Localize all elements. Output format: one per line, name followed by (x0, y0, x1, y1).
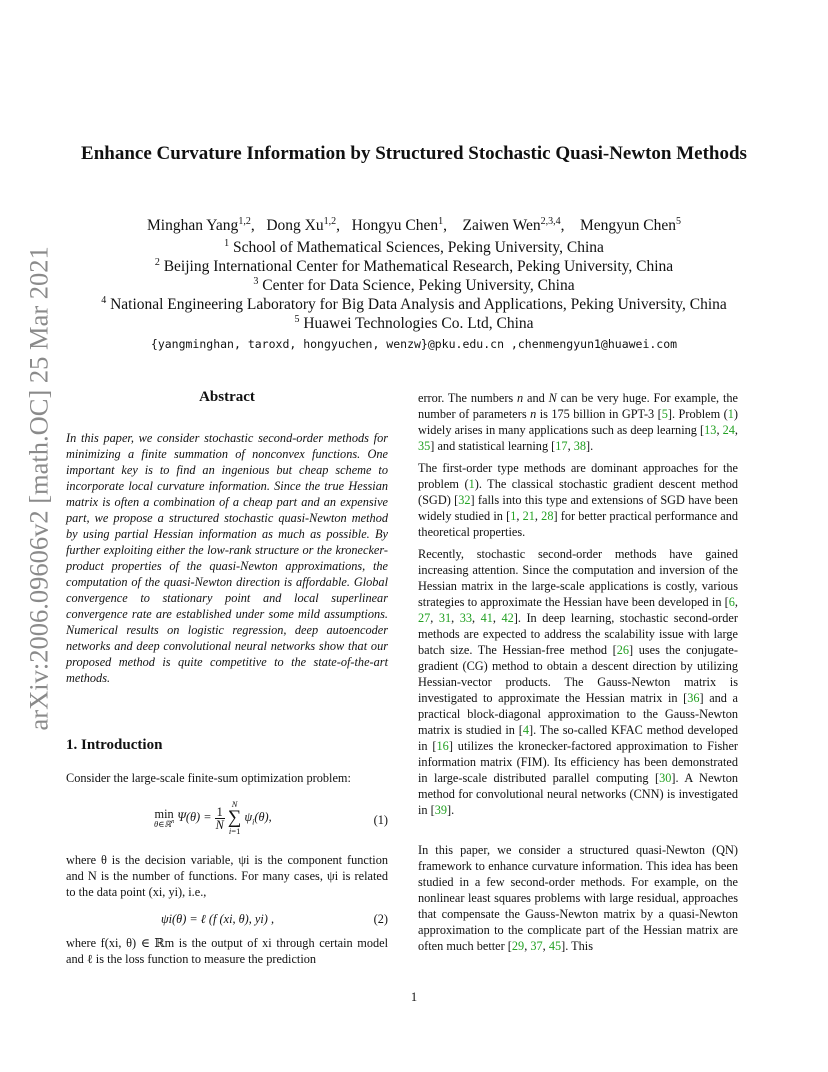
abstract-heading: Abstract (199, 389, 255, 405)
section-heading-introduction: 1. Introduction (66, 737, 163, 753)
author-affiliation-marker: 2,3,4 (540, 215, 561, 227)
affiliation-2: $^2$ Beijing International Center for Mathematical Research, Peking University, China (154, 256, 674, 275)
equation-1: min θ∈ℝ$^n$ Ψ(θ) = $\frac{1}{N}$ N ∑ i=1 $\psi_i(\theta)$, (1) (154, 799, 388, 836)
equation-1-number: (1) (373, 813, 388, 827)
abstract-text: In this paper, we consider stochastic second-order methods for minimizing a finite summation of nonconvex functions. One important key is to find an ingenious but cheap scheme to incorporate local curvature information. Since the true Hessian matrix is often a combination of a cheap part and an expensive part, we propose a structured stochastic quasi-Newton method by using partial Hessian information as much as possible. By further exploiting either the low-rank structure or the kronecker-product properties of the quasi-Newton approximations, the computation of the quasi-Newton direction is affordable. Global convergence to stationary point and local superlinear convergence rate are established under some mild assumptions. Numerical results on logistic regression, deep autoencoder networks and deep convolutional neural networks show that our proposed method is quite competitive to the state-of-the-art methods. (66, 431, 388, 685)
author-affiliation-marker: 1 (438, 215, 444, 227)
right-paragraph-3: Recently, stochastic second-order methods have gained increasing attention. Since the computation and inversion of the Hessian matrix in the large-scale applications is costly, various strategies to approximate the Hessian have been developed in [6, 27, 31, 33, 41, 42]. In deep learning, stochastic second-order methods are expected to address the scalability issue with large batch size. The Hessian-free method [26] uses the conjugate-gradient (CG) method to obtain a descent direction by utilizing Hessian-vector products. The Gauss-Newton matrix is investigated to approximate the Hessian matrix in [36] and a practical block-diagonal approximation to the Gauss-Newton matrix is studied in [4]. The so-called KFAC method developed in [16] utilizes the kronecker-factored approximation to Fisher information matrix (FIM). Its efficiency has been demonstrated in large-scale distributed parallel computing [30]. A Newton method for convolutional neural networks (CNN) is investigated in [39]. (418, 547, 738, 817)
right-paragraph-1: error. The numbers n and N can be very huge. For example, the number of parameters n is 175 billion in GPT-3 [5]. Problem (1) widely arises in many applications such as deep learning [13, 24, 35] and statistical learning [17, 38]. (418, 391, 738, 453)
affiliation-5: $^5$ Huawei Technologies Co. Ltd, China (294, 313, 534, 332)
author-emails: {yangminghan, taroxd, hongyuchen, wenzw}@pku.edu.cn ,chenmengyun1@huawei.com (150, 337, 678, 351)
affiliation-1: $^1$ School of Mathematical Sciences, Peking University, China (224, 237, 604, 256)
page-number: 1 (410, 990, 418, 1004)
author-name: Minghan Yang (147, 217, 239, 234)
equation-2: ψi(θ) = ℓ (f (xi, θ), yi) , (2) (161, 912, 388, 926)
author-list: Minghan Yang$^{1,2}$, Dong Xu$^{1,2}$, Hongyu Chen$^1$, Zaiwen Wen$^{2,3,4}$, Mengyun Chen$^5$ (147, 215, 681, 234)
author-name: Dong Xu (266, 217, 324, 234)
author-affiliation-marker: 5 (675, 215, 681, 227)
author-name: Zaiwen Wen (462, 217, 541, 234)
equation-2-number: (2) (373, 912, 388, 926)
author-name: Hongyu Chen (351, 217, 439, 234)
affiliation-3: $^3$ Center for Data Science, Peking University, China (253, 275, 575, 294)
author-name: Mengyun Chen (579, 217, 676, 234)
right-paragraph-2: The first-order type methods are dominant approaches for the problem (1). The classical stochastic gradient descent method (SGD) [32] falls into this type and extensions of SGD have been widely studied in [1, 21, 28] for better practical performance and theoretical properties. (418, 461, 739, 539)
right-paragraph-4: In this paper, we consider a structured quasi-Newton (QN) framework to enhance curvature information. This idea has been studied in a few second-order methods. For example, on the nonlinear least squares problems with large residual, approaches that compensate the Gauss-Newton matrix by a quasi-Newton approximation to the complicate part of the Hessian matrix are often much better [29, 37, 45]. This (418, 843, 738, 953)
intro-paragraph-1: Consider the large-scale finite-sum optimization problem: (66, 771, 351, 785)
affiliation-4: $^4$ National Engineering Laboratory for Big Data Analysis and Applications, Peking University, China (101, 294, 727, 313)
author-affiliation-marker: 1,2 (323, 215, 337, 227)
intro-paragraph-3: where f(xi, θ) ∈ ℝm is the output of xi through certain model and ℓ is the loss function to measure the prediction (66, 936, 388, 966)
arxiv-identifier: arXiv:2006.09606v2 [math.OC] 25 Mar 2021 (23, 246, 54, 731)
intro-paragraph-2: where θ is the decision variable, ψi is the component function and N is the number of functions. For many cases, ψi is related to the data point (xi, yi), i.e., (66, 853, 388, 899)
author-affiliation-marker: 1,2 (238, 215, 251, 227)
paper-title: Enhance Curvature Information by Structured Stochastic Quasi-Newton Methods (81, 143, 747, 164)
